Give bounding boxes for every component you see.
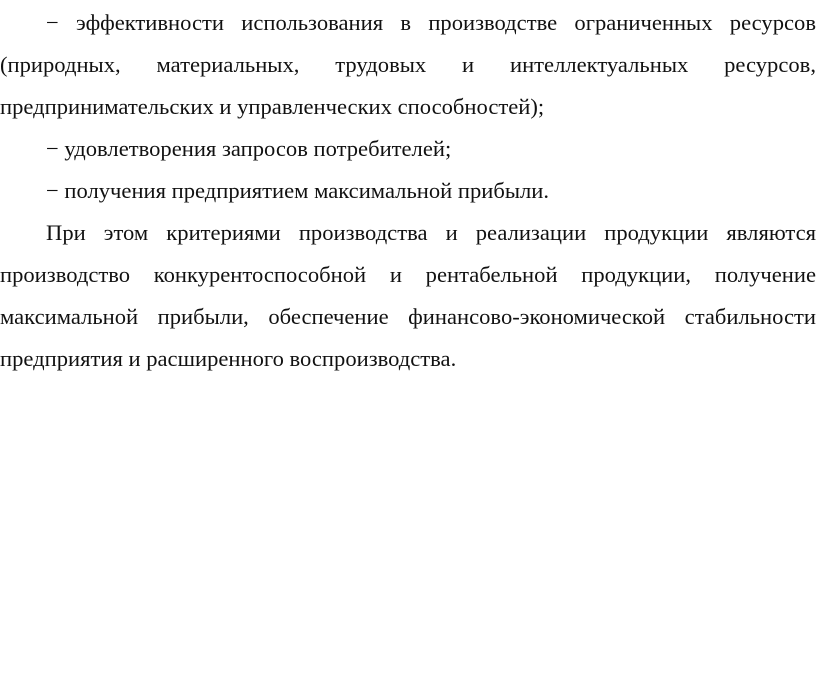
paragraph-production-criteria: При этом критериями производства и реализации продукции являются производство конкурентоспособной и рентабельной продукции, получение максимальной прибыли, обеспечение финансово-экономической стабильности предприятия и расширенного воспроизводства. <box>0 220 816 371</box>
paragraph-consumer-satisfaction: − удовлетворения запросов потребителей; <box>46 136 452 161</box>
paragraph-resource-efficiency: − эффективности использования в производстве ограниченных ресурсов (природных, материальных, трудовых и интеллектуальных ресурсов, предпринимательских и управленческих способностей); <box>0 10 816 119</box>
paragraph-maximum-profit: − получения предприятием максимальной прибыли. <box>46 178 550 203</box>
